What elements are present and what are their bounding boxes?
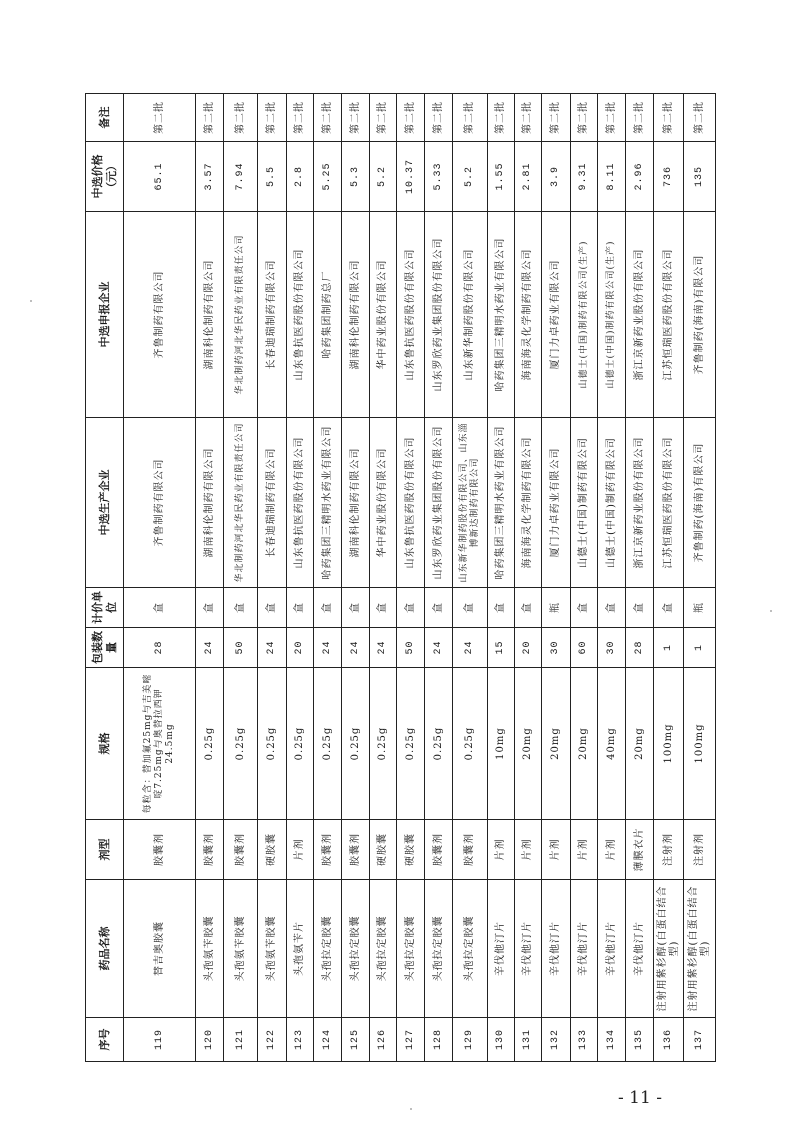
table-row	[684, 94, 716, 1062]
scan-speck	[410, 1108, 412, 1110]
row-pricing-unit: 盒	[397, 588, 425, 628]
row-specification: 0.25g	[196, 668, 224, 820]
row-note: 第二批	[314, 94, 342, 142]
scan-speck	[30, 300, 32, 302]
header-package-quantity: 包装数量	[86, 628, 124, 668]
row-specification: 20mg	[571, 668, 598, 820]
row-seq: 120	[196, 1018, 224, 1062]
row-drug-name: 头孢拉定胶囊	[314, 880, 342, 1018]
row-manufacturer: 齐鲁制药有限公司	[124, 418, 196, 588]
table-header-row	[86, 94, 124, 1062]
row-seq: 131	[515, 1018, 542, 1062]
row-pricing-unit: 盒	[314, 588, 342, 628]
row-note: 第二批	[397, 94, 425, 142]
row-dosage-form: 片剂	[598, 820, 626, 880]
row-price: 7.94	[224, 142, 258, 212]
row-manufacturer: 华北制药河北华民药业有限责任公司	[224, 418, 258, 588]
row-seq: 127	[397, 1018, 425, 1062]
row-dosage-form: 片剂	[287, 820, 314, 880]
row-package-quantity: 24	[425, 628, 453, 668]
row-drug-name: 注射用紫杉醇(白蛋白结合型)	[684, 880, 716, 1018]
row-drug-name: 辛伐他汀片	[542, 880, 571, 1018]
row-specification: 每粒含：替加氟25mg与吉美嘧啶7.25mg与奥替拉西钾24.5mg	[124, 668, 196, 820]
row-seq: 133	[571, 1018, 598, 1062]
row-drug-name: 替吉奥胶囊	[124, 880, 196, 1018]
row-package-quantity: 24	[314, 628, 342, 668]
row-note: 第二批	[515, 94, 542, 142]
row-dosage-form: 胶囊剂	[314, 820, 342, 880]
page-number: - 11 -	[618, 1088, 662, 1108]
row-dosage-form: 片剂	[515, 820, 542, 880]
header-note: 备注	[86, 94, 124, 142]
row-specification: 0.25g	[314, 668, 342, 820]
row-drug-name: 头孢拉定胶囊	[453, 880, 488, 1018]
row-pricing-unit: 盒	[488, 588, 515, 628]
row-dosage-form: 片剂	[542, 820, 571, 880]
table-row	[654, 94, 684, 1062]
table-row	[342, 94, 370, 1062]
row-package-quantity: 28	[124, 628, 196, 668]
row-drug-name: 头孢拉定胶囊	[370, 880, 397, 1018]
row-seq: 126	[370, 1018, 397, 1062]
table-row	[287, 94, 314, 1062]
row-specification: 40mg	[598, 668, 626, 820]
row-price: 135	[684, 142, 716, 212]
row-pricing-unit: 盒	[124, 588, 196, 628]
row-pricing-unit: 盒	[453, 588, 488, 628]
row-drug-name: 辛伐他汀片	[571, 880, 598, 1018]
row-pricing-unit: 盒	[258, 588, 287, 628]
row-drug-name: 辛伐他汀片	[626, 880, 654, 1018]
row-applicant: 江苏恒瑞医药股份有限公司	[654, 212, 684, 418]
row-note: 第二批	[124, 94, 196, 142]
table-row	[370, 94, 397, 1062]
row-pricing-unit: 盒	[196, 588, 224, 628]
row-manufacturer: 长春迪瑞制药有限公司	[258, 418, 287, 588]
row-dosage-form: 胶囊剂	[425, 820, 453, 880]
row-seq: 134	[598, 1018, 626, 1062]
row-seq: 130	[488, 1018, 515, 1062]
row-price: 9.31	[571, 142, 598, 212]
table-row	[397, 94, 425, 1062]
row-price: 10.37	[397, 142, 425, 212]
row-seq: 124	[314, 1018, 342, 1062]
row-price: 5.5	[258, 142, 287, 212]
row-dosage-form: 硬胶囊	[258, 820, 287, 880]
row-price: 5.25	[314, 142, 342, 212]
row-package-quantity: 24	[370, 628, 397, 668]
row-applicant: 厦门力卓药业有限公司	[542, 212, 571, 418]
row-seq: 121	[224, 1018, 258, 1062]
row-drug-name: 辛伐他汀片	[488, 880, 515, 1018]
row-dosage-form: 胶囊剂	[196, 820, 224, 880]
row-drug-name: 辛伐他汀片	[598, 880, 626, 1018]
row-dosage-form: 注射剂	[684, 820, 716, 880]
row-applicant: 哈药集团三精明水药业有限公司	[488, 212, 515, 418]
row-package-quantity: 28	[626, 628, 654, 668]
row-price: 3.9	[542, 142, 571, 212]
row-specification: 20mg	[515, 668, 542, 820]
table-row	[515, 94, 542, 1062]
row-package-quantity: 20	[287, 628, 314, 668]
row-manufacturer: 海南海灵化学制药有限公司	[515, 418, 542, 588]
row-pricing-unit: 瓶	[542, 588, 571, 628]
row-package-quantity: 60	[571, 628, 598, 668]
row-pricing-unit: 盒	[425, 588, 453, 628]
row-package-quantity: 15	[488, 628, 515, 668]
row-price: 2.96	[626, 142, 654, 212]
row-applicant: 山东新华制药股份有限公司	[453, 212, 488, 418]
row-note: 第二批	[370, 94, 397, 142]
row-applicant: 哈药集团制药总厂	[314, 212, 342, 418]
row-pricing-unit: 盒	[571, 588, 598, 628]
row-manufacturer: 哈药集团三精明水药业有限公司	[314, 418, 342, 588]
row-note: 第二批	[542, 94, 571, 142]
row-note: 第二批	[598, 94, 626, 142]
row-package-quantity: 24	[258, 628, 287, 668]
row-manufacturer: 山东鲁抗医药股份有限公司	[287, 418, 314, 588]
row-dosage-form: 胶囊剂	[224, 820, 258, 880]
header-drug-name: 药品名称	[86, 880, 124, 1018]
row-note: 第二批	[453, 94, 488, 142]
row-specification: 20mg	[626, 668, 654, 820]
selected-drugs-table	[85, 93, 716, 1062]
row-manufacturer: 齐鲁制药(海南)有限公司	[684, 418, 716, 588]
rotated-table-container	[85, 94, 715, 1062]
row-seq: 137	[684, 1018, 716, 1062]
row-seq: 125	[342, 1018, 370, 1062]
header-manufacturer: 中选生产企业	[86, 418, 124, 588]
table-row	[488, 94, 515, 1062]
row-dosage-form: 硬胶囊	[397, 820, 425, 880]
row-package-quantity: 1	[684, 628, 716, 668]
row-drug-name: 头孢拉定胶囊	[342, 880, 370, 1018]
row-applicant: 山东鲁抗医药股份有限公司	[287, 212, 314, 418]
row-price: 3.57	[196, 142, 224, 212]
row-note: 第二批	[224, 94, 258, 142]
row-pricing-unit: 瓶	[684, 588, 716, 628]
row-price: 2.81	[515, 142, 542, 212]
header-dosage-form: 剂型	[86, 820, 124, 880]
row-seq: 119	[124, 1018, 196, 1062]
table-row	[258, 94, 287, 1062]
header-applicant: 中选申报企业	[86, 212, 124, 418]
row-pricing-unit: 盒	[224, 588, 258, 628]
row-pricing-unit: 盒	[626, 588, 654, 628]
table-row	[542, 94, 571, 1062]
row-specification: 0.25g	[425, 668, 453, 820]
row-drug-name: 头孢氨苄胶囊	[224, 880, 258, 1018]
row-dosage-form: 片剂	[571, 820, 598, 880]
table-body	[124, 94, 716, 1062]
row-dosage-form: 胶囊剂	[124, 820, 196, 880]
row-note: 第二批	[425, 94, 453, 142]
row-specification: 0.25g	[258, 668, 287, 820]
row-dosage-form: 片剂	[488, 820, 515, 880]
row-applicant: 湖南科伦制药有限公司	[196, 212, 224, 418]
row-price: 5.33	[425, 142, 453, 212]
row-note: 第二批	[571, 94, 598, 142]
row-package-quantity: 1	[654, 628, 684, 668]
header-price: 中选价格（元）	[86, 142, 124, 212]
row-note: 第二批	[654, 94, 684, 142]
row-price: 1.55	[488, 142, 515, 212]
row-specification: 0.25g	[224, 668, 258, 820]
row-manufacturer: 华中药业股份有限公司	[370, 418, 397, 588]
row-applicant: 齐鲁制药有限公司	[124, 212, 196, 418]
row-applicant: 湖南科伦制药有限公司	[342, 212, 370, 418]
row-manufacturer: 厦门力卓药业有限公司	[542, 418, 571, 588]
row-note: 第二批	[488, 94, 515, 142]
row-dosage-form: 注射剂	[654, 820, 684, 880]
row-specification: 0.25g	[397, 668, 425, 820]
table-row	[626, 94, 654, 1062]
row-manufacturer: 江苏恒瑞医药股份有限公司	[654, 418, 684, 588]
row-price: 8.11	[598, 142, 626, 212]
row-note: 第二批	[626, 94, 654, 142]
row-manufacturer: 山德士(中国)制药有限公司	[571, 418, 598, 588]
row-manufacturer: 哈药集团三精明水药业有限公司	[488, 418, 515, 588]
row-price: 5.2	[370, 142, 397, 212]
row-drug-name: 注射用紫杉醇(白蛋白结合型)	[654, 880, 684, 1018]
table-row	[314, 94, 342, 1062]
row-package-quantity: 50	[224, 628, 258, 668]
row-seq: 122	[258, 1018, 287, 1062]
row-specification: 100mg	[684, 668, 716, 820]
row-seq: 128	[425, 1018, 453, 1062]
row-specification: 10mg	[488, 668, 515, 820]
row-manufacturer: 山东鲁抗医药股份有限公司	[397, 418, 425, 588]
row-specification: 0.25g	[287, 668, 314, 820]
row-applicant: 山德士(中国)制药有限公司(生产)	[571, 212, 598, 418]
row-package-quantity: 50	[397, 628, 425, 668]
row-manufacturer: 山德士(中国)制药有限公司	[598, 418, 626, 588]
row-applicant: 山德士(中国)制药有限公司(生产)	[598, 212, 626, 418]
row-seq: 132	[542, 1018, 571, 1062]
header-specification: 规格	[86, 668, 124, 820]
header-pricing-unit: 计价单位	[86, 588, 124, 628]
table-row	[196, 94, 224, 1062]
row-dosage-form: 硬胶囊	[370, 820, 397, 880]
row-manufacturer: 山东新华制药股份有限公司、山东淄博新达制药有限公司	[453, 418, 488, 588]
row-specification: 0.25g	[370, 668, 397, 820]
row-price: 2.8	[287, 142, 314, 212]
row-price: 65.1	[124, 142, 196, 212]
table-rotation-frame	[85, 94, 715, 1062]
row-note: 第二批	[684, 94, 716, 142]
row-pricing-unit: 盒	[287, 588, 314, 628]
table-row	[224, 94, 258, 1062]
row-pricing-unit: 盒	[370, 588, 397, 628]
row-specification: 0.25g	[342, 668, 370, 820]
row-dosage-form: 胶囊剂	[342, 820, 370, 880]
row-package-quantity: 20	[515, 628, 542, 668]
row-pricing-unit: 盒	[654, 588, 684, 628]
row-applicant: 山东罗欣药业集团股份有限公司	[425, 212, 453, 418]
row-note: 第二批	[342, 94, 370, 142]
row-price: 736	[654, 142, 684, 212]
row-note: 第二批	[287, 94, 314, 142]
table-row	[598, 94, 626, 1062]
row-manufacturer: 山东罗欣药业集团股份有限公司	[425, 418, 453, 588]
row-package-quantity: 24	[453, 628, 488, 668]
row-drug-name: 头孢氨苄胶囊	[258, 880, 287, 1018]
row-applicant: 海南海灵化学制药有限公司	[515, 212, 542, 418]
row-applicant: 齐鲁制药(海南)有限公司	[684, 212, 716, 418]
row-pricing-unit: 盒	[342, 588, 370, 628]
row-manufacturer: 湖南科伦制药有限公司	[342, 418, 370, 588]
row-seq: 136	[654, 1018, 684, 1062]
row-specification: 100mg	[654, 668, 684, 820]
row-applicant: 山东鲁抗医药股份有限公司	[397, 212, 425, 418]
row-package-quantity: 24	[196, 628, 224, 668]
row-pricing-unit: 盒	[515, 588, 542, 628]
row-seq: 135	[626, 1018, 654, 1062]
row-seq: 129	[453, 1018, 488, 1062]
row-note: 第二批	[258, 94, 287, 142]
row-price: 5.3	[342, 142, 370, 212]
table-row	[571, 94, 598, 1062]
row-manufacturer: 湖南科伦制药有限公司	[196, 418, 224, 588]
row-applicant: 华北制药河北华民药业有限责任公司	[224, 212, 258, 418]
row-applicant: 长春迪瑞制药有限公司	[258, 212, 287, 418]
row-dosage-form: 胶囊剂	[453, 820, 488, 880]
row-note: 第二批	[196, 94, 224, 142]
row-specification: 0.25g	[453, 668, 488, 820]
row-package-quantity: 24	[342, 628, 370, 668]
row-package-quantity: 30	[598, 628, 626, 668]
row-drug-name: 头孢氨苄片	[287, 880, 314, 1018]
table-row	[425, 94, 453, 1062]
row-seq: 123	[287, 1018, 314, 1062]
row-specification: 20mg	[542, 668, 571, 820]
row-drug-name: 头孢拉定胶囊	[425, 880, 453, 1018]
scan-speck	[770, 610, 772, 612]
row-drug-name: 头孢拉定胶囊	[397, 880, 425, 1018]
row-drug-name: 辛伐他汀片	[515, 880, 542, 1018]
row-package-quantity: 30	[542, 628, 571, 668]
row-applicant: 华中药业股份有限公司	[370, 212, 397, 418]
row-pricing-unit: 盒	[598, 588, 626, 628]
table-row	[453, 94, 488, 1062]
table-row	[124, 94, 196, 1062]
row-drug-name: 头孢氨苄胶囊	[196, 880, 224, 1018]
row-dosage-form: 薄膜衣片	[626, 820, 654, 880]
header-seq: 序号	[86, 1018, 124, 1062]
row-applicant: 浙江京新药业股份有限公司	[626, 212, 654, 418]
row-manufacturer: 浙江京新药业股份有限公司	[626, 418, 654, 588]
row-price: 5.2	[453, 142, 488, 212]
